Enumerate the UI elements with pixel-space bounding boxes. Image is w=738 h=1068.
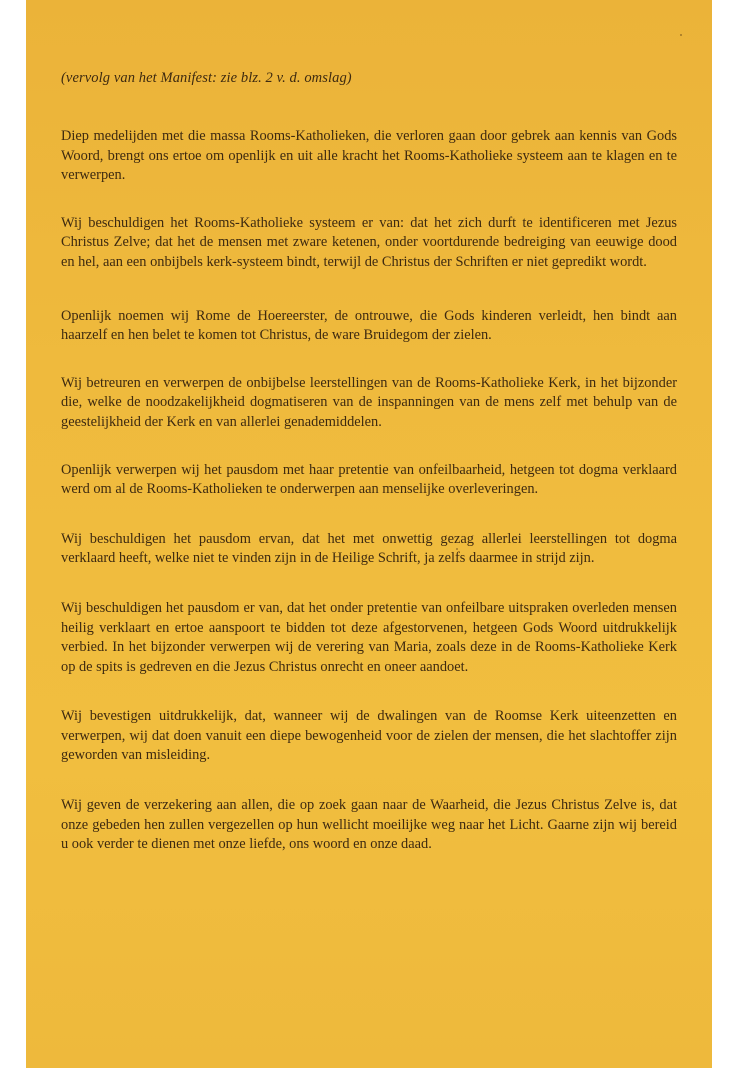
paragraph-3: Openlijk noemen wij Rome de Hoereerster, de ontrouwe, die Gods kinderen verleidt, hen bindt aan haarzelf en hen belet te komen tot Christus, de ware Bruidegom der zielen. (61, 307, 677, 344)
paragraph-4: Wij betreuren en verwerpen de onbijbelse leerstellingen van de Rooms-Katholieke Kerk, in het bijzonder die, welke de noodzakelijkheid dogmatiseren van de inspanningen van de mens zelf met behulp van de geestelijkheid der Kerk en van allerlei genademiddelen. (61, 374, 677, 430)
paragraph-8: Wij bevestigen uitdrukkelijk, dat, wanneer wij de dwalingen van de Roomse Kerk uiteenzetten en verwerpen, wij dat doen vanuit een diepe bewogenheid voor de zielen der mensen, die het slachtoffer zijn geworden van misleiding. (61, 708, 677, 764)
paragraph-2: Wij beschuldigen het Rooms-Katholieke systeem er van: dat het zich durft te identificeren met Jezus Christus Zelve; dat het de mensen met zware ketenen, onder voortdurende bedreiging van eeuwige dood en hel, aan een onbijbels kerk-systeem bindt, terwijl de Christus der Schriften er niet gepredikt wordt. (61, 214, 677, 270)
print-speck (680, 34, 682, 36)
paragraph-5: Openlijk verwerpen wij het pausdom met haar pretentie van onfeilbaarheid, hetgeen tot dogma verklaard werd om al de Rooms-Katholieken te onderwerpen aan menselijke overleveringen. (61, 461, 677, 498)
continuation-note: (vervolg van het Manifest: zie blz. 2 v. d. omslag) (61, 70, 352, 86)
paragraph-7: Wij beschuldigen het pausdom er van, dat het onder pretentie van onfeilbare uitspraken overleden mensen heilig verklaart en ertoe aanspoort te bidden tot deze afgestorvenen, hetgeen Gods Woord uitdrukkelijk verbied. In het bijzonder verwerpen wij de verering van Maria, zoals deze in de Rooms-Katholieke Kerk op de spits is gedreven en die Jezus Christus onrecht en oneer aandoet. (61, 599, 677, 675)
paragraph-9: Wij geven de verzekering aan allen, die op zoek gaan naar de Waarheid, die Jezus Christus Zelve is, dat onze gebeden hen zullen vergezellen op hun wellicht moeilijke weg naar het Licht. Gaarne zijn wij bereid u ook verder te dienen met onze liefde, ons woord en onze daad. (61, 797, 677, 853)
paragraph-1: Diep medelijden met die massa Rooms-Katholieken, die verloren gaan door gebrek aan kennis van Gods Woord, brengt ons ertoe om openlijk en uit alle kracht het Rooms-Katholieke systeem aan te klagen en te verwerpen. (61, 128, 677, 184)
booklet-page (26, 0, 712, 1068)
print-speck (456, 548, 458, 550)
paragraph-6: Wij beschuldigen het pausdom ervan, dat het met onwettig gezag allerlei leerstellingen tot dogma verklaard heeft, welke niet te vinden zijn in de Heilige Schrift, ja zelfs daarmee in strijd zijn. (61, 530, 677, 567)
